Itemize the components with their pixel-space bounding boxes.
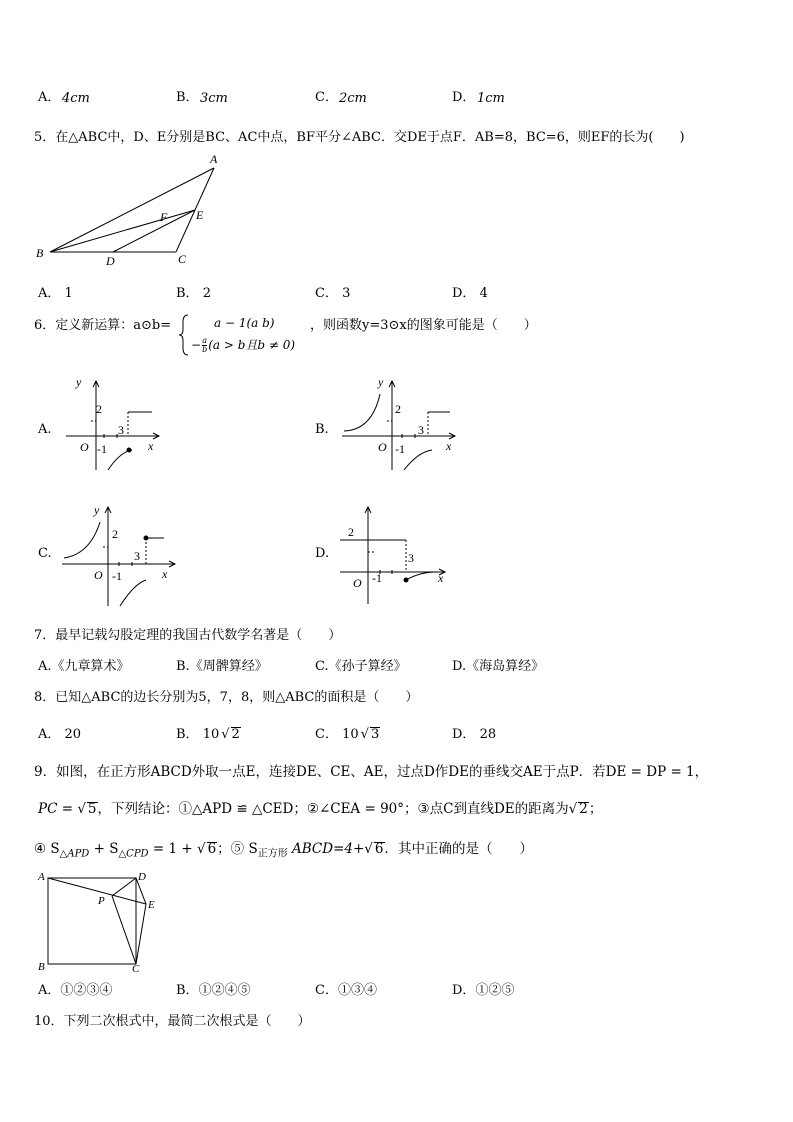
q9-option-b: B．①②④⑤ (176, 983, 251, 998)
q8-option-d: D． 28 (452, 727, 497, 742)
q6-case-1: a − 1(a b) (214, 316, 275, 330)
q5-label-c: C (178, 252, 187, 266)
q7-stem: 7．最早记载勾股定理的我国古代数学名著是（ ） (34, 628, 342, 643)
q6-c-label-neg1: -1 (112, 569, 122, 583)
q5-stem: 5．在△ABC中，D、E分别是BC、AC中点，BF平分∠ABC．交DE于点F．AB=8，BC=6，则EF的长为( ) (34, 130, 685, 145)
q6-option-a: A. (38, 422, 52, 437)
q9-stem-line1: 9．如图，在正方形ABCD外取一点E，连接DE、CE、AE，过点D作DE的垂线交AE于点P．若DE = DP = 1， (34, 764, 709, 780)
q6-b-label-y: y (378, 375, 384, 389)
q6-a-label-o: O (80, 440, 89, 454)
q8-option-a: A． 20 (38, 727, 82, 742)
q5-label-e: E (196, 208, 204, 222)
q6-d-label-x: x (438, 571, 444, 585)
q5-label-b: B (36, 246, 44, 260)
q6-d-label-3: 3 (408, 551, 414, 565)
q6-graph-c (58, 500, 180, 608)
q6-brace-icon (178, 314, 190, 356)
q6-b-label-3: 3 (418, 423, 424, 437)
q6-case-2: − $\frac{a}{b}$ (a > b且b ≠ 0) (191, 336, 296, 354)
q9-option-d: D．①②⑤ (452, 983, 515, 998)
q6-a-label-neg1: -1 (97, 442, 107, 456)
q4-option-a: A． (38, 90, 61, 105)
q9-label-b: B (38, 961, 45, 972)
q4-option-d: D． (452, 90, 476, 105)
q5-triangle-figure (32, 152, 232, 266)
q6-a-label-3: 3 (118, 423, 124, 437)
q9-square-figure (34, 866, 164, 972)
q8-option-b: B． 10 √ 2 (176, 727, 240, 742)
q5-option-a: A． 1 (38, 286, 73, 301)
q6-b-label-neg1: -1 (395, 442, 405, 456)
q7-option-d: D.《海岛算经》 (452, 659, 545, 674)
q6-graph-a (62, 374, 172, 472)
q6-option-d: D. (315, 546, 330, 561)
q6-stem-suffix: ，则函数y=3⊙x的图象可能是（ ） (310, 318, 537, 333)
q6-graph-b (338, 374, 460, 472)
q9-label-c: C (132, 963, 140, 972)
q9-stem-line3: ④ $S_{\triangle APD} + S_{\triangle CPD} = 1$ + √ 6；⑤ $S_{正方形}$ ABCD=4+√ 6．其中正确的是（ ） (34, 841, 533, 860)
q4-option-c-value: 2cm (339, 91, 367, 106)
q7-option-b: B.《周髀算经》 (176, 659, 268, 674)
q5-label-d: D (106, 254, 115, 266)
q4-option-d-value: 1cm (477, 91, 505, 106)
q4-option-b-value: 3cm (200, 91, 228, 106)
q6-a-label-y: y (76, 375, 82, 389)
q6-graph-d (336, 500, 452, 606)
q8-stem: 8．已知△ABC的边长分别为5，7，8，则△ABC的面积是（ ） (34, 690, 419, 705)
q7-option-c: C.《孙子算经》 (315, 659, 407, 674)
q6-d-label-neg1: -1 (372, 571, 382, 585)
q4-option-c: C． (315, 90, 338, 105)
q9-label-d: D (138, 871, 146, 883)
q9-label-a: A (38, 871, 45, 883)
q4-option-b: B． (176, 90, 199, 105)
q9-option-c: C．①③④ (315, 983, 377, 998)
q5-option-c: C． 3 (315, 286, 351, 301)
q4-option-a-value: 4cm (62, 91, 90, 106)
q6-option-c: C. (38, 546, 52, 561)
q9-stem-line2: PC = √ 5，下列结论：①△APD ≌ △CED；②∠CEA = 90°；③点C到直线DE的距离为√ 2； (38, 801, 603, 817)
q6-a-label-2: 2 (96, 402, 102, 416)
q6-c-label-x: x (162, 567, 168, 581)
q9-option-a: A．①②③④ (38, 983, 113, 998)
q6-stem-prefix: 6．定义新运算：a⊙b= (34, 318, 172, 333)
q8-option-c: C． 10 √ 3 (315, 727, 380, 742)
q6-option-b: B. (315, 422, 329, 437)
q6-c-label-2: 2 (112, 527, 118, 541)
q6-c-label-y: y (94, 503, 100, 517)
q6-b-label-o: O (378, 440, 387, 454)
q6-c-label-3: 3 (134, 549, 140, 563)
q5-option-b: B． 2 (176, 286, 211, 301)
q5-label-a: A (210, 152, 218, 166)
q6-b-label-2: 2 (395, 402, 401, 416)
q7-option-a: A.《九章算术》 (38, 659, 130, 674)
q6-b-label-x: x (446, 439, 452, 453)
q6-d-label-o: O (353, 576, 362, 590)
q10-stem: 10．下列二次根式中，最简二次根式是（ ） (34, 1014, 311, 1029)
q9-label-p: P (98, 895, 105, 907)
q6-a-label-x: x (148, 439, 154, 453)
q6-d-label-2: 2 (348, 525, 354, 539)
q6-c-label-o: O (94, 568, 103, 582)
q5-option-d: D． 4 (452, 286, 488, 301)
q5-label-f: F (160, 210, 168, 224)
q9-label-e: E (148, 899, 155, 911)
